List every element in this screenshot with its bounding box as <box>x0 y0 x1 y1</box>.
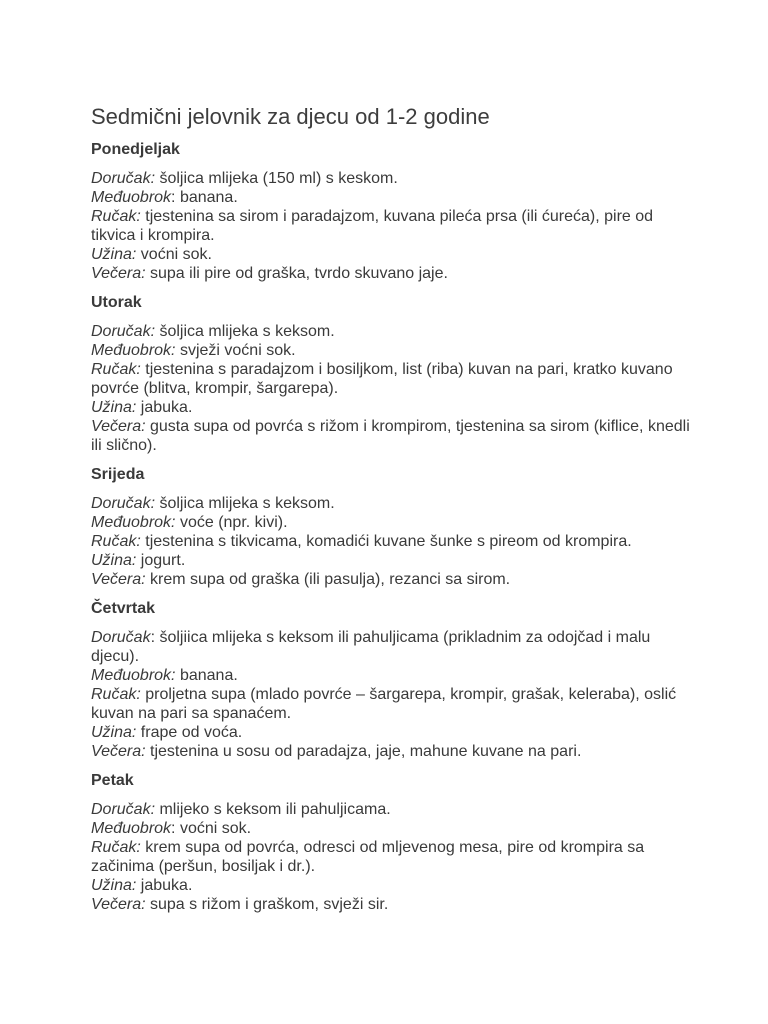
meal-entry <box>91 207 691 245</box>
day-heading: Ponedjeljak <box>91 141 180 158</box>
meal-entry <box>91 685 691 723</box>
meal-description: banana. <box>175 667 238 684</box>
day-section <box>91 293 691 455</box>
meal-label: Užina: <box>91 246 137 263</box>
meal-label: Ručak: <box>91 686 141 703</box>
meal-entry <box>91 532 691 551</box>
page-title: Sedmični jelovnik za djecu od 1-2 godine <box>91 104 490 129</box>
meal-entry <box>91 417 691 455</box>
meal-description: tjestenina s tikvicama, komadići kuvane šunke s pireom od krompira. <box>140 533 632 550</box>
meal-label: Užina: <box>91 724 137 741</box>
meal-description: šoljica mlijeka s keksom. <box>155 495 335 512</box>
meal-description: svježi voćni sok. <box>175 342 296 359</box>
meal-description: proljetna supa (mlado povrće – šargarepa, krompir, grašak, keleraba), oslić kuvan na pari sa spanaćem. <box>91 686 677 722</box>
day-section <box>91 771 691 914</box>
day-heading: Srijeda <box>91 466 145 483</box>
meal-entry <box>91 398 691 417</box>
meal-entry <box>91 876 691 895</box>
meal-description: supa s rižom i graškom, svježi sir. <box>145 896 389 913</box>
days-container <box>91 140 691 914</box>
meal-label: Večera: <box>91 571 146 588</box>
meal-label: Ručak: <box>91 208 141 225</box>
meal-entry <box>91 551 691 570</box>
meal-description: šoljica mlijeka (150 ml) s keskom. <box>155 170 398 187</box>
meal-label: Užina: <box>91 877 137 894</box>
meal-entry <box>91 322 691 341</box>
meal-entry <box>91 723 691 742</box>
meal-description: : šoljiica mlijeka s keksom ili pahuljicama (prikladnim za odojčad i malu djecu). <box>91 629 651 665</box>
meal-description: jogurt. <box>136 552 186 569</box>
meal-description: krem supa od graška (ili pasulja), rezanci sa sirom. <box>145 571 511 588</box>
meal-description: tjestenina u sosu od paradajza, jaje, mahune kuvane na pari. <box>145 743 582 760</box>
meal-description: : banana. <box>171 189 238 206</box>
meal-label: Međuobrok: <box>91 667 176 684</box>
meal-entry <box>91 628 691 666</box>
meal-entry <box>91 188 691 207</box>
day-section <box>91 599 691 761</box>
meal-description: voće (npr. kivi). <box>175 514 288 531</box>
meal-label: Večera: <box>91 743 146 760</box>
meal-label: Međuobrok <box>91 189 172 206</box>
meal-description: : voćni sok. <box>171 820 252 837</box>
meal-entry <box>91 360 691 398</box>
meal-label: Večera: <box>91 265 146 282</box>
meal-description: mlijeko s keksom ili pahuljicama. <box>155 801 391 818</box>
meal-label: Užina: <box>91 552 137 569</box>
meal-entry <box>91 570 691 589</box>
meal-entry <box>91 742 691 761</box>
meal-description: krem supa od povrća, odresci od mljevenog mesa, pire od krompira sa začinima (peršun, bosiljak i dr.). <box>91 839 645 875</box>
meal-description: tjestenina sa sirom i paradajzom, kuvana pileća prsa (ili ćureća), pire od tikvica i krompira. <box>91 208 654 244</box>
day-heading: Utorak <box>91 294 142 311</box>
meal-entry <box>91 169 691 188</box>
meal-entry <box>91 895 691 914</box>
document-page <box>91 102 691 924</box>
meal-entry <box>91 494 691 513</box>
meal-label: Doručak: <box>91 323 156 340</box>
meal-label: Večera: <box>91 418 146 435</box>
meal-description: jabuka. <box>136 399 193 416</box>
meal-description: jabuka. <box>136 877 193 894</box>
meal-description: šoljica mlijeka s keksom. <box>155 323 335 340</box>
meal-label: Ručak: <box>91 533 141 550</box>
meal-label: Doručak <box>91 629 151 646</box>
meal-label: Doručak: <box>91 495 156 512</box>
meal-label: Međuobrok <box>91 820 172 837</box>
meal-entry <box>91 341 691 360</box>
meal-label: Užina: <box>91 399 137 416</box>
day-section <box>91 140 691 283</box>
meal-description: voćni sok. <box>136 246 212 263</box>
meal-entry <box>91 838 691 876</box>
meal-description: supa ili pire od graška, tvrdo skuvano jaje. <box>145 265 448 282</box>
meal-label: Ručak: <box>91 361 141 378</box>
meal-description: gusta supa od povrća s rižom i krompirom, tjestenina sa sirom (kiflice, knedli ili slično). <box>91 418 690 454</box>
meal-entry <box>91 819 691 838</box>
meal-entry <box>91 513 691 532</box>
meal-label: Doručak: <box>91 170 156 187</box>
meal-entry <box>91 800 691 819</box>
meal-entry <box>91 245 691 264</box>
day-heading: Petak <box>91 772 134 789</box>
meal-label: Međuobrok: <box>91 514 176 531</box>
meal-label: Doručak: <box>91 801 156 818</box>
meal-description: frape od voća. <box>136 724 243 741</box>
meal-entry <box>91 264 691 283</box>
meal-entry <box>91 666 691 685</box>
day-heading: Četvrtak <box>91 600 156 617</box>
meal-label: Večera: <box>91 896 146 913</box>
meal-label: Međuobrok: <box>91 342 176 359</box>
day-section <box>91 465 691 589</box>
meal-description: tjestenina s paradajzom i bosiljkom, list (riba) kuvan na pari, kratko kuvano povrće (blitva, krompir, šargarepa). <box>91 361 673 397</box>
meal-label: Ručak: <box>91 839 141 856</box>
